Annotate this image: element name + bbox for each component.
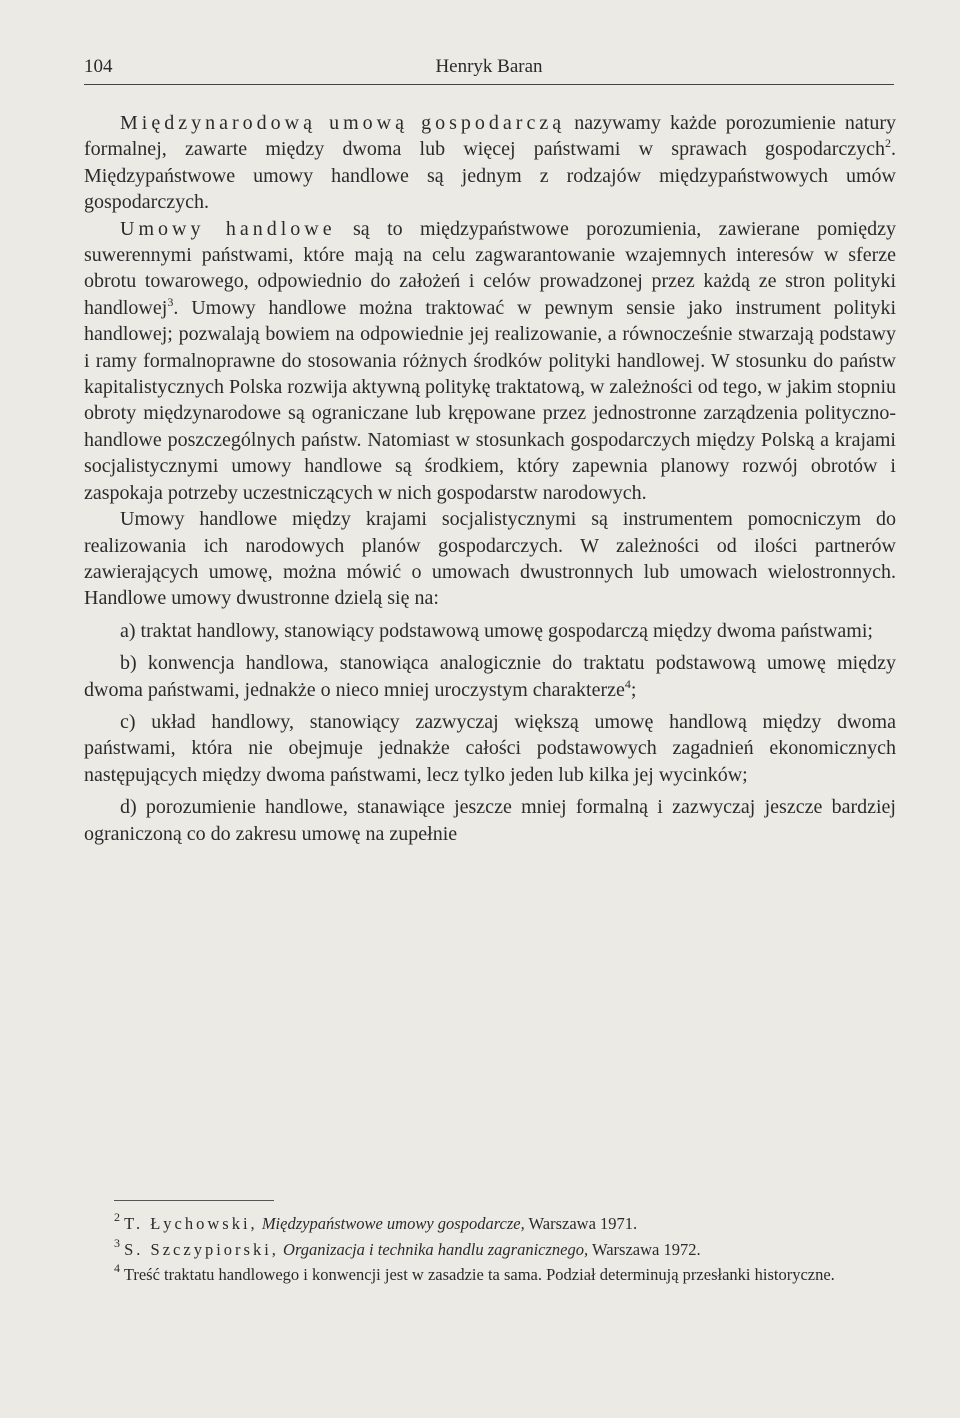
spaced-term: Umowy handlowe	[120, 217, 336, 240]
paragraph-text: . Umowy handlowe można traktować w pewnym sensie jako instrument polityki handlowej; pozwalają bowiem na odpowiednie jej realizowanie, a równocześnie stwarzają podstawy i ramy formalnoprawne do stosowania różnych środków polityki handlowej. W stosunku do państw kapitalistycznych Polska rozwija aktywną politykę traktatową, w zależności od tego, w jakim stopniu obroty międzynarodowe są ograniczane lub krępowane przez jednostronne zarządzenia polityczno-handlowe poszczególnych państw. Natomiast w stosunkach gospodarczych między Polską a krajami socjalistycznymi umowy handlowe są środkiem, który zapewnia planowy rozwój obrotów i zaspokaja potrzeby uczestniczących w nich gospodarstw narodowych.	[84, 296, 897, 504]
paragraph-1	[84, 110, 896, 216]
footnote-ref: 4	[624, 676, 631, 691]
body-text	[84, 110, 896, 847]
footnote-number: 2	[114, 1210, 120, 1224]
footnote-ref: 2	[885, 136, 891, 151]
footnote-3	[84, 1235, 896, 1262]
footnote-text: Treść traktatu handlowego i konwencji jest w zasadzie ta sama. Podział determinują przesłanki historyczne.	[123, 1265, 835, 1284]
list-item-text: b) konwencja handlowa, stanowiąca analogicznie do traktatu podstawową umowę między dwoma państwami, jednakże o nieco mniej uroczystym charakterze	[84, 652, 896, 701]
list-item-c: c) układ handlowy, stanowiący zazwyczaj większą umowę handlową między dwoma państwami, która nie obejmuje jednakże całości podstawowych zagadnień ekonomicznych następujących między dwoma państwami, lecz tylko jeden lub kilka jej wycinków;	[84, 710, 896, 786]
footnote-rule	[114, 1200, 274, 1201]
running-head-author: Henryk Baran	[435, 56, 543, 77]
paragraph-text: są to międzypaństwowe porozumienia, zawierane pomiędzy suwerennymi państwami, które mają na celu zagwarantowanie wzajemnych interesów w sferze obrotu towarowego, odpowiednio do założeń i celów prowadzonej przez każdą ze stron polityki handlowej	[84, 217, 896, 319]
footnote-author: T. Łychowski,	[124, 1214, 258, 1233]
footnote-number: 4	[114, 1261, 120, 1275]
paragraph-2	[84, 216, 896, 506]
paragraph-text: nazywamy każde porozumienie natury formalnej, zawarte między dwoma lub więcej państwami w sprawach gospodarczych	[84, 112, 896, 161]
list-item-b	[84, 650, 896, 703]
footnote-2	[84, 1212, 896, 1236]
footnote-rest: Warszawa 1972.	[588, 1239, 701, 1259]
list-item-a: a) traktat handlowy, stanowiący podstawową umowę gospodarczą między dwoma państwami;	[120, 619, 873, 642]
spaced-term: Międzynarodową umową gospodarczą	[120, 112, 566, 134]
footnote-4	[84, 1263, 896, 1287]
list-item-d: d) porozumienie handlowe, stanawiące jeszcze mniej formalną i zazwyczaj jeszcze bardziej ograniczoną co do zakresu umowę na zupełnie	[84, 796, 896, 845]
paragraph-3: Umowy handlowe między krajami socjalistycznymi są instrumentem pomocniczym do realizowania ich narodowych planów gospodarczych. W zależności od ilości partnerów zawierających umowę, można mówić o umowach dwustronnych lub umowach wielostronnych. Handlowe umowy dwustronne dzielą się na:	[84, 508, 896, 610]
footnotes	[84, 1212, 896, 1287]
footnote-rest: Warszawa 1971.	[524, 1214, 638, 1233]
footnote-title: Międzypaństwowe umowy gospodarcze,	[261, 1214, 525, 1233]
paragraph-text: . Międzypaństwowe umowy handlowe są jednym z rodzajów międzypaństwowych umów gospodarczych.	[84, 138, 896, 214]
footnote-number: 3	[114, 1235, 120, 1250]
footnote-author: S. Szczypiorski,	[124, 1239, 279, 1259]
footnote-title: Organizacja i technika handlu zagranicznego,	[283, 1239, 589, 1259]
footnote-ref: 3	[167, 294, 174, 309]
list-item-text: ;	[630, 678, 637, 701]
page-header	[84, 56, 894, 82]
page-number: 104	[84, 56, 113, 77]
header-rule	[84, 84, 894, 85]
